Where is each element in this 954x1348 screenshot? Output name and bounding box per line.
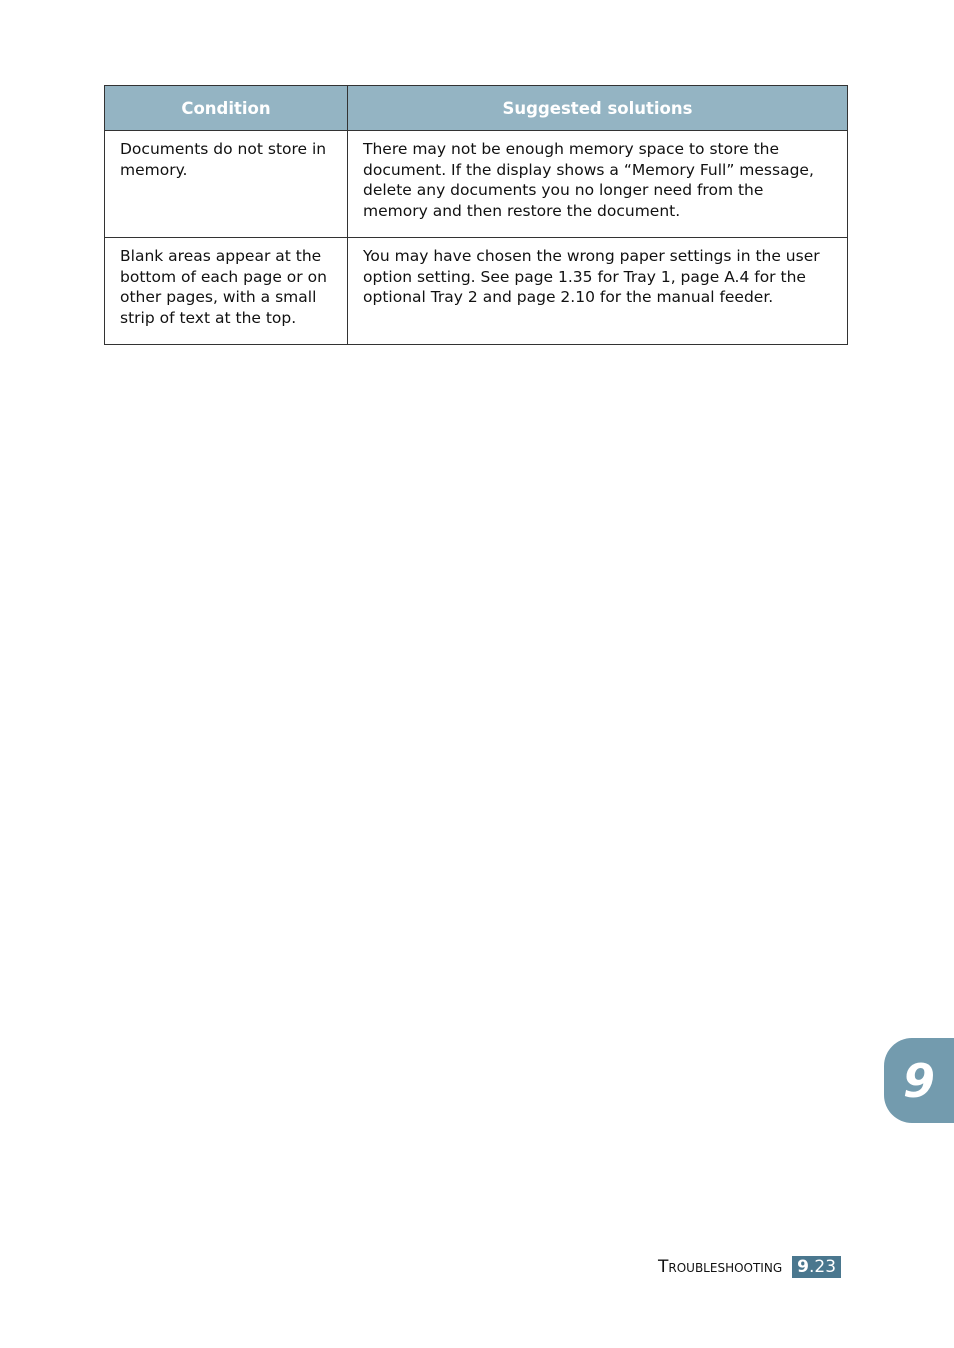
table-header-row — [105, 86, 848, 131]
condition-cell: Blank areas appear at the bottom of each page or on other pages, with a small strip of text at the top. — [105, 238, 348, 345]
table-row — [105, 238, 848, 345]
footer-section: Troubleshooting — [658, 1257, 783, 1277]
condition-cell: Documents do not store in memory. — [105, 131, 348, 238]
chapter-tab: 9 — [884, 1038, 954, 1123]
solution-cell: There may not be enough memory space to store the document. If the display shows a “Memory Full” message, delete any documents you no longer need from the memory and then restore the document. — [348, 131, 848, 238]
page-number — [792, 1256, 841, 1278]
page-footer — [658, 1256, 841, 1278]
header-condition: Condition — [105, 86, 348, 131]
table-row — [105, 131, 848, 238]
solution-cell: You may have chosen the wrong paper settings in the user option setting. See page 1.35 for Tray 1, page A.4 for the optional Tray 2 and page 2.10 for the manual feeder. — [348, 238, 848, 345]
troubleshooting-table — [104, 85, 848, 345]
page-chapter: 9 — [797, 1257, 809, 1277]
page-sub: .23 — [808, 1257, 837, 1277]
header-solutions: Suggested solutions — [348, 86, 848, 131]
